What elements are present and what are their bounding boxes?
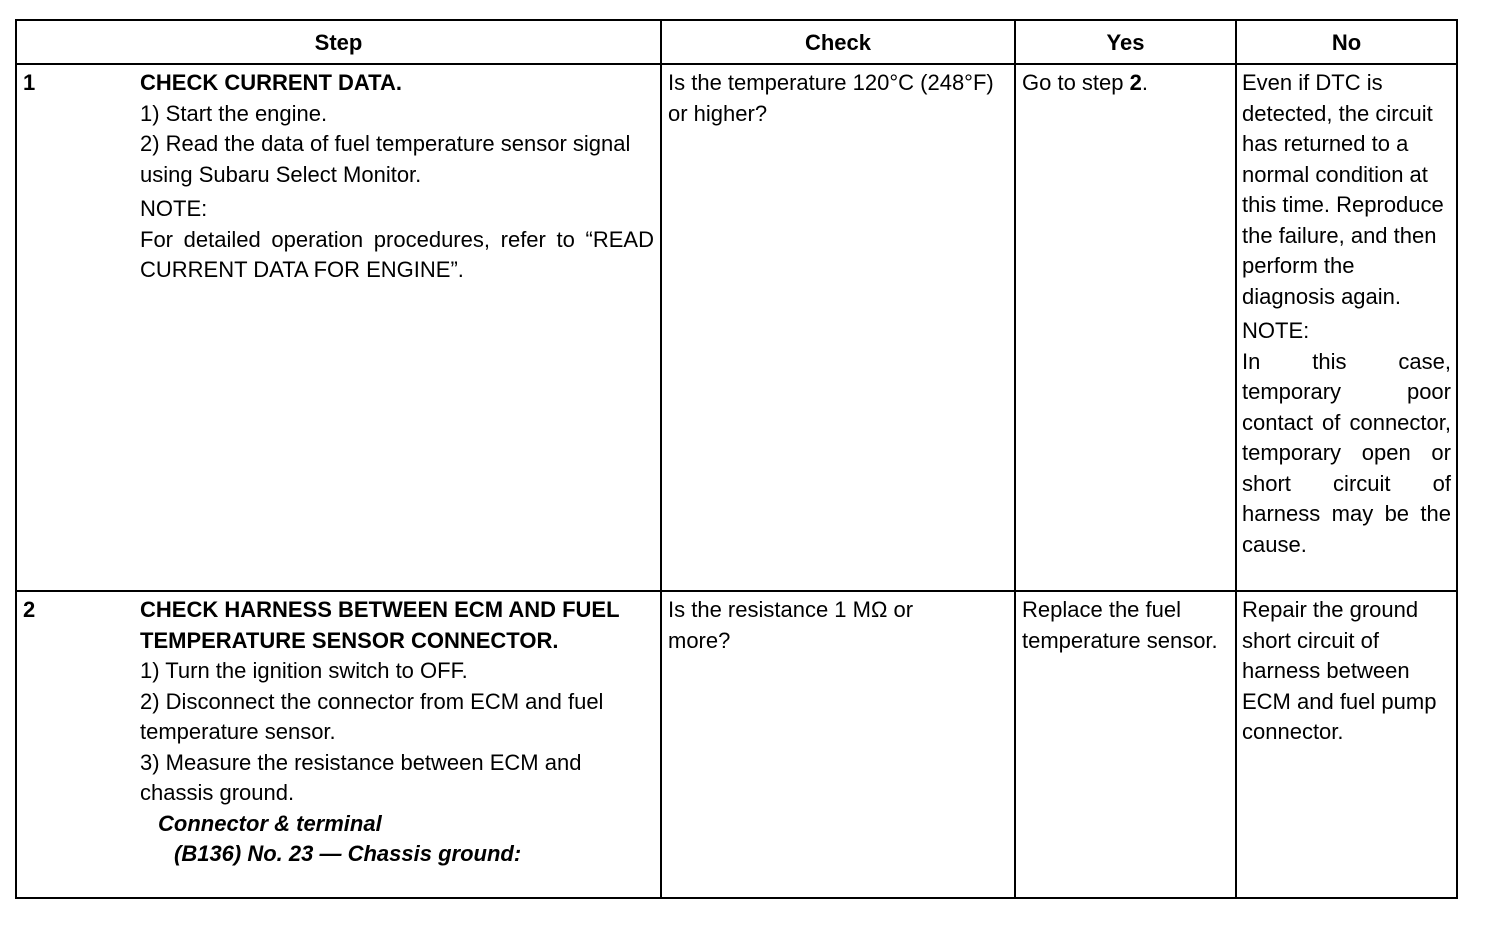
- yes-cell: [1015, 591, 1236, 898]
- header-step: Step: [16, 20, 661, 64]
- yes-step-link: 2: [1129, 70, 1142, 95]
- step-number: 1: [23, 70, 36, 95]
- check-text: Is the resistance 1 MΩ or more?: [668, 597, 914, 653]
- yes-suffix: .: [1141, 70, 1148, 95]
- step-item: 1) Start the engine.: [140, 100, 328, 126]
- header-row: [16, 20, 1457, 64]
- yes-text: [1016, 65, 1235, 103]
- step-item: 1) Turn the ignition switch to OFF.: [140, 658, 468, 683]
- note-text: For detailed operation procedures, refer to “READ CURRENT DATA FOR ENGINE”.: [140, 226, 654, 282]
- spec-value: (B136) No. 23 — Chassis ground:: [174, 841, 522, 866]
- no-text: Repair the ground short circuit of harness between ECM and fuel pump connector.: [1242, 597, 1437, 744]
- step-item: 2) Read the data of fuel temperature sensor signal using Subaru Select Monitor.: [140, 131, 631, 187]
- step-cell: [16, 591, 661, 898]
- note-label: NOTE:: [140, 196, 208, 221]
- check-text: Is the temperature 120°C (248°F) or higher?: [668, 70, 994, 126]
- step-title: CHECK CURRENT DATA.: [140, 70, 402, 95]
- step-cell: [16, 64, 661, 591]
- step-item: 2) Disconnect the connector from ECM and fuel temperature sensor.: [140, 688, 604, 744]
- diagnostic-table: [15, 19, 1458, 899]
- header-no: No: [1236, 20, 1457, 64]
- step-item: 3) Measure the resistance between ECM and chassis ground.: [140, 749, 582, 805]
- table-row: [16, 64, 1457, 591]
- check-cell: [661, 591, 1015, 898]
- no-cell: [1236, 591, 1457, 898]
- header-yes: Yes: [1015, 20, 1236, 64]
- table-row: [16, 591, 1457, 898]
- header-check: Check: [661, 20, 1015, 64]
- yes-text: Replace the fuel temperature sensor.: [1022, 597, 1218, 653]
- yes-cell: [1015, 64, 1236, 591]
- no-note-text: In this case, temporary poor contact of connector, temporary open or short circuit of harness may be the cause.: [1242, 348, 1451, 557]
- yes-prefix: Go to step: [1022, 70, 1130, 95]
- no-cell: [1236, 64, 1457, 591]
- check-cell: [661, 64, 1015, 591]
- no-note-label: NOTE:: [1242, 318, 1310, 343]
- step-number: 2: [23, 597, 36, 622]
- spec-label: Connector & terminal: [158, 810, 382, 836]
- step-title: CHECK HARNESS BETWEEN ECM AND FUEL TEMPERATURE SENSOR CONNECTOR.: [140, 597, 620, 653]
- no-text: Even if DTC is detected, the circuit has returned to a normal condition at this time. Reproduce the failure, and then perform the diagnosis again.: [1242, 70, 1444, 309]
